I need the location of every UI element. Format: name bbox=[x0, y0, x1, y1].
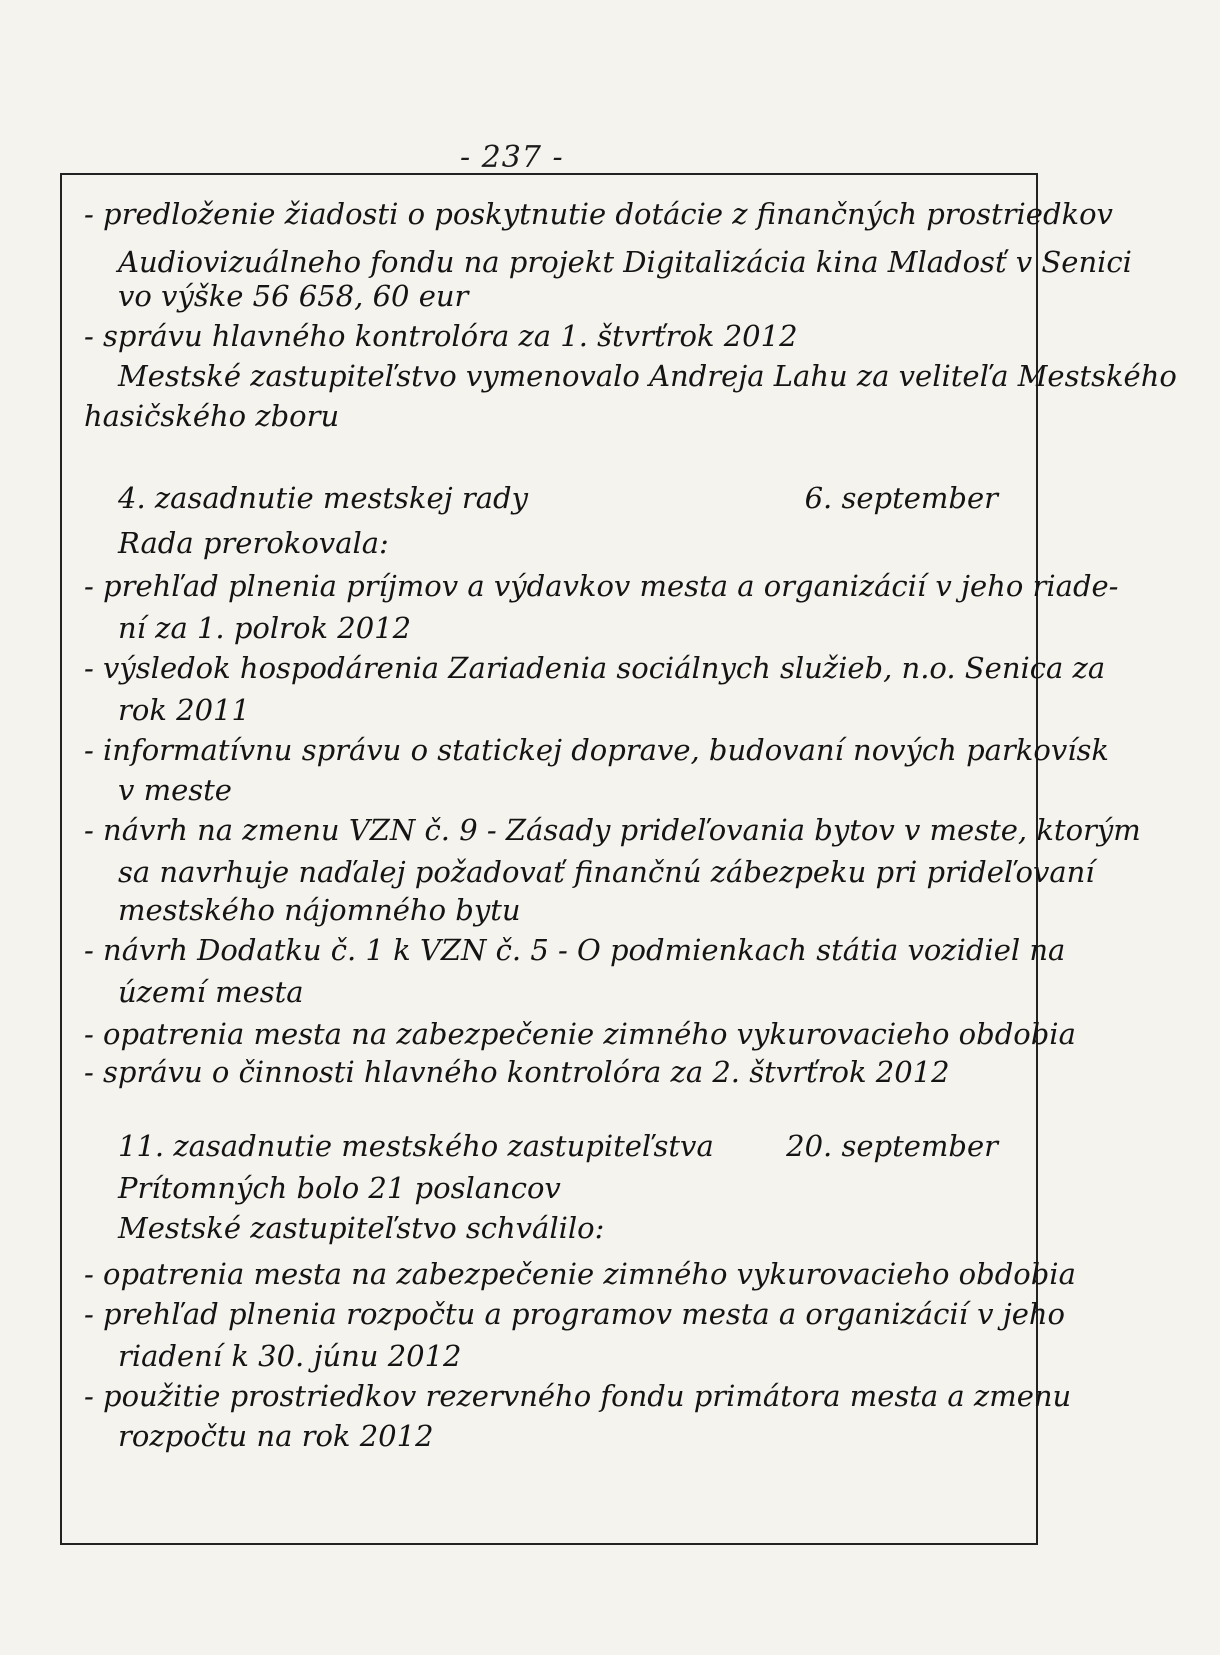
list-item: ní za 1. polrok 2012 bbox=[118, 611, 412, 645]
list-item: sa navrhuje naďalej požadovať finančnú zábezpeku pri prideľovaní bbox=[118, 855, 1095, 889]
list-item: rozpočtu na rok 2012 bbox=[118, 1419, 434, 1453]
list-item: mestského nájomného bytu bbox=[118, 893, 521, 927]
list-item: - informatívnu správu o statickej doprave, budovaní nových parkovísk bbox=[84, 733, 1109, 767]
list-item: - prehľad plnenia rozpočtu a programov mesta a organizácií v jeho bbox=[84, 1297, 1066, 1331]
list-item: území mesta bbox=[118, 975, 304, 1009]
list-item: - prehľad plnenia príjmov a výdavkov mesta a organizácií v jeho riade- bbox=[84, 569, 1119, 603]
frame-border-left bbox=[60, 173, 62, 1545]
text-line: hasičského zboru bbox=[84, 399, 340, 433]
section-date: 20. september bbox=[786, 1129, 998, 1163]
text-line: Audiovizuálneho fondu na projekt Digitalizácia kina Mladosť v Senici bbox=[118, 245, 1132, 279]
list-item: - opatrenia mesta na zabezpečenie zimného vykurovacieho obdobia bbox=[84, 1017, 1076, 1051]
section-title: 11. zasadnutie mestského zastupiteľstva bbox=[118, 1129, 714, 1163]
list-item: - návrh Dodatku č. 1 k VZN č. 5 - O podmienkach státia vozidiel na bbox=[84, 933, 1066, 967]
text-line: vo výške 56 658, 60 eur bbox=[118, 279, 469, 313]
attendance-text: Prítomných bolo 21 poslancov bbox=[118, 1171, 561, 1205]
list-item: - návrh na zmenu VZN č. 9 - Zásady prideľovania bytov v meste, ktorým bbox=[84, 813, 1141, 847]
section-intro: Rada prerokovala: bbox=[118, 526, 389, 560]
section-heading bbox=[118, 480, 998, 516]
list-item: - použitie prostriedkov rezervného fondu primátora mesta a zmenu bbox=[84, 1379, 1072, 1413]
list-item: v meste bbox=[118, 773, 232, 807]
section-intro: Mestské zastupiteľstvo schválilo: bbox=[118, 1211, 605, 1245]
section-heading bbox=[118, 1128, 998, 1164]
frame-border-bottom bbox=[60, 1543, 1038, 1545]
frame-border-top bbox=[60, 173, 1038, 175]
page-number: - 237 - bbox=[460, 140, 564, 175]
list-item: - opatrenia mesta na zabezpečenie zimného vykurovacieho obdobia bbox=[84, 1257, 1076, 1291]
text-line: - predloženie žiadosti o poskytnutie dotácie z finančných prostriedkov bbox=[84, 197, 1113, 231]
list-item: rok 2011 bbox=[118, 693, 250, 727]
list-item: - výsledok hospodárenia Zariadenia sociálnych služieb, n.o. Senica za bbox=[84, 651, 1106, 685]
text-line: - správu hlavného kontrolóra za 1. štvrťrok 2012 bbox=[84, 319, 798, 353]
text-line: Mestské zastupiteľstvo vymenovalo Andreja Lahu za veliteľa Mestského bbox=[118, 359, 1177, 393]
list-item: riadení k 30. júnu 2012 bbox=[118, 1339, 462, 1373]
list-item: - správu o činnosti hlavného kontrolóra za 2. štvrťrok 2012 bbox=[84, 1055, 950, 1089]
section-title: 4. zasadnutie mestskej rady bbox=[118, 481, 528, 515]
section-date: 6. september bbox=[804, 481, 998, 515]
